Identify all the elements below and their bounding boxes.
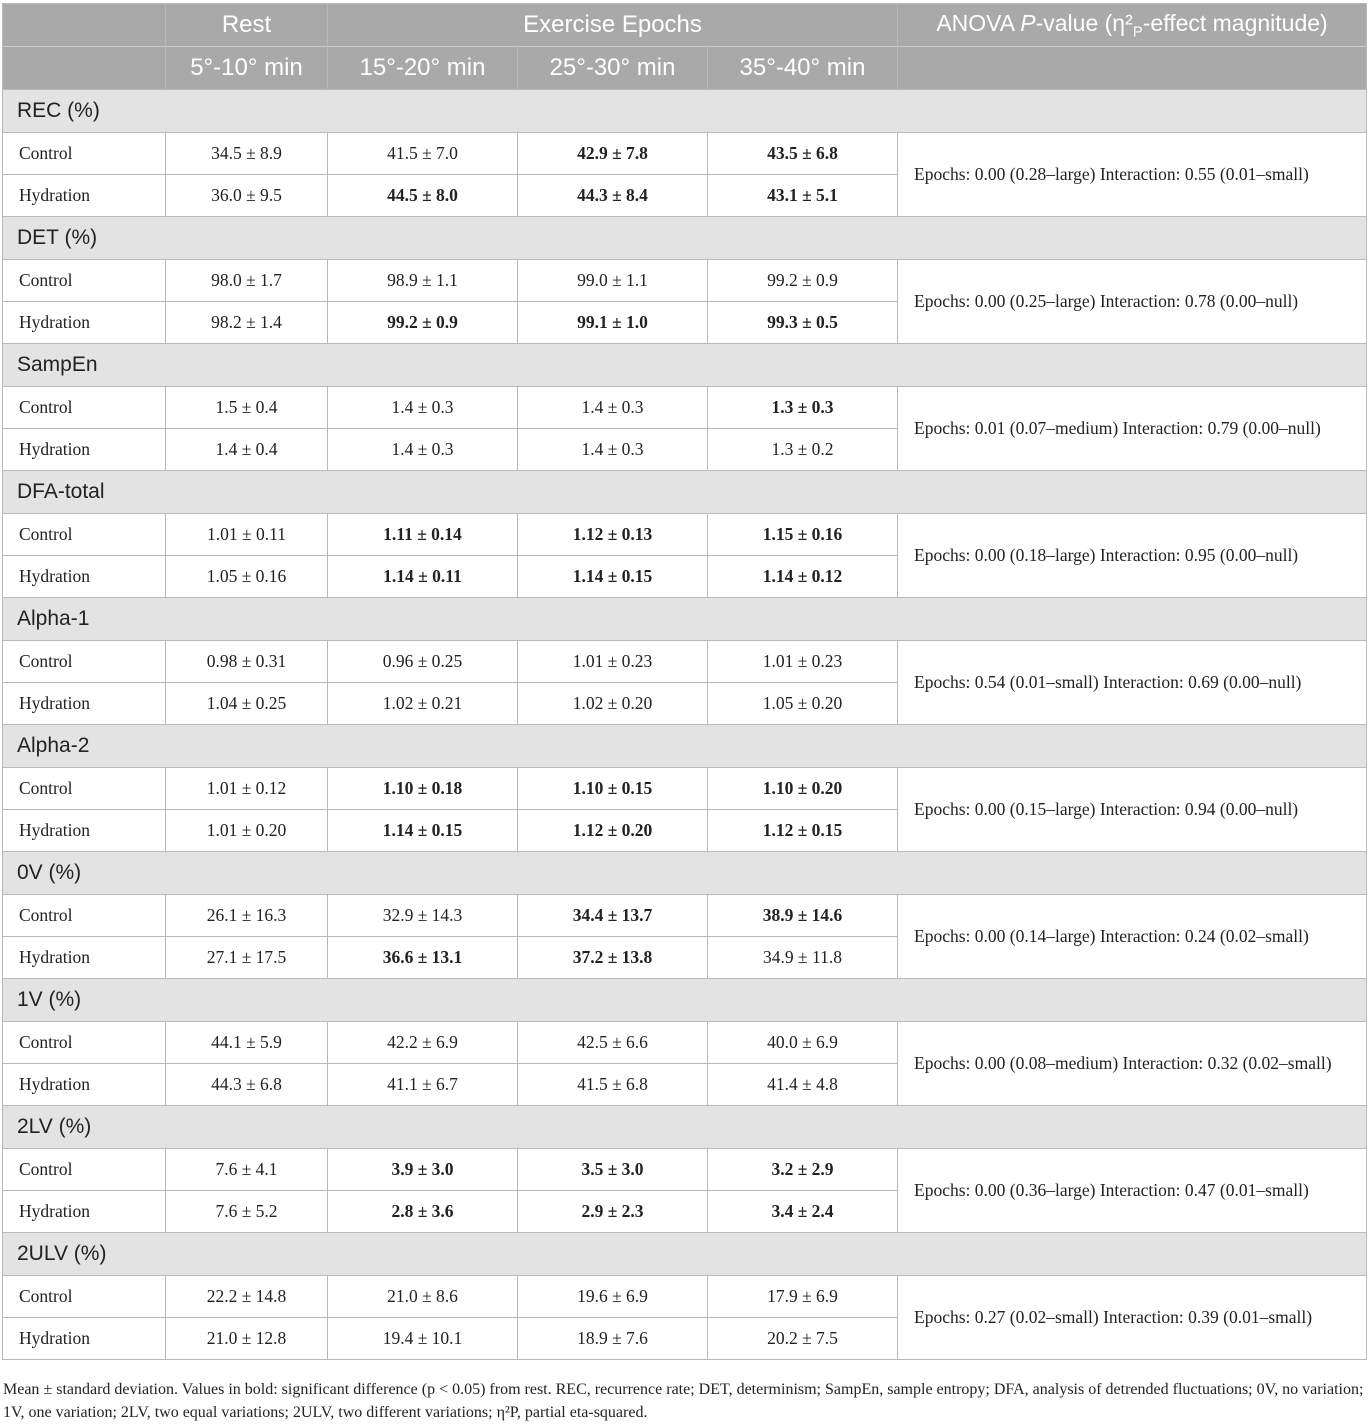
value-cell: 37.2 ± 13.8: [518, 937, 708, 979]
value-cell: 1.01 ± 0.12: [166, 768, 328, 810]
value-cell: 1.01 ± 0.20: [166, 810, 328, 852]
value-cell: 41.5 ± 7.0: [328, 133, 518, 175]
value-cell: 1.4 ± 0.3: [518, 429, 708, 471]
anova-cell: Epochs: 0.00 (0.08–medium) Interaction: 0.32 (0.02–small): [898, 1022, 1367, 1106]
value-cell: 1.12 ± 0.13: [518, 514, 708, 556]
anova-cell: Epochs: 0.01 (0.07–medium) Interaction: 0.79 (0.00–null): [898, 387, 1367, 471]
table-row: [3, 514, 1367, 556]
value-cell: 38.9 ± 14.6: [708, 895, 898, 937]
value-cell: 99.2 ± 0.9: [708, 260, 898, 302]
value-cell: 98.2 ± 1.4: [166, 302, 328, 344]
value-cell: 1.01 ± 0.11: [166, 514, 328, 556]
row-label: Control: [3, 133, 166, 175]
row-label: Control: [3, 1276, 166, 1318]
section-title: SampEn: [3, 344, 1367, 387]
value-cell: 3.9 ± 3.0: [328, 1149, 518, 1191]
header-col-epoch-1: 15°-20° min: [328, 47, 518, 90]
table-row: [3, 387, 1367, 429]
header-col-epoch-2: 25°-30° min: [518, 47, 708, 90]
header-exercise-epochs: Exercise Epochs: [328, 4, 898, 47]
table-row: [3, 1276, 1367, 1318]
value-cell: 1.4 ± 0.3: [518, 387, 708, 429]
value-cell: 20.2 ± 7.5: [708, 1318, 898, 1360]
value-cell: 1.02 ± 0.21: [328, 683, 518, 725]
section-title: 2ULV (%): [3, 1233, 1367, 1276]
value-cell: 1.10 ± 0.18: [328, 768, 518, 810]
value-cell: 36.0 ± 9.5: [166, 175, 328, 217]
row-label: Hydration: [3, 937, 166, 979]
value-cell: 21.0 ± 8.6: [328, 1276, 518, 1318]
table-body: [3, 90, 1367, 1360]
row-label: Hydration: [3, 1064, 166, 1106]
section-row: [3, 1106, 1367, 1149]
row-label: Control: [3, 514, 166, 556]
row-label: Hydration: [3, 302, 166, 344]
row-label: Control: [3, 1022, 166, 1064]
value-cell: 34.4 ± 13.7: [518, 895, 708, 937]
value-cell: 99.3 ± 0.5: [708, 302, 898, 344]
value-cell: 3.2 ± 2.9: [708, 1149, 898, 1191]
value-cell: 1.10 ± 0.15: [518, 768, 708, 810]
section-row: [3, 344, 1367, 387]
value-cell: 44.3 ± 6.8: [166, 1064, 328, 1106]
section-row: [3, 217, 1367, 260]
table-row: [3, 260, 1367, 302]
value-cell: 1.01 ± 0.23: [518, 641, 708, 683]
row-label: Hydration: [3, 1191, 166, 1233]
row-label: Control: [3, 260, 166, 302]
value-cell: 98.0 ± 1.7: [166, 260, 328, 302]
anova-cell: Epochs: 0.00 (0.14–large) Interaction: 0.24 (0.02–small): [898, 895, 1367, 979]
value-cell: 17.9 ± 6.9: [708, 1276, 898, 1318]
value-cell: 19.6 ± 6.9: [518, 1276, 708, 1318]
value-cell: 34.5 ± 8.9: [166, 133, 328, 175]
value-cell: 21.0 ± 12.8: [166, 1318, 328, 1360]
value-cell: 1.3 ± 0.2: [708, 429, 898, 471]
anova-cell: Epochs: 0.00 (0.28–large) Interaction: 0.55 (0.01–small): [898, 133, 1367, 217]
value-cell: 32.9 ± 14.3: [328, 895, 518, 937]
results-table: [2, 3, 1367, 1360]
value-cell: 3.4 ± 2.4: [708, 1191, 898, 1233]
value-cell: 44.5 ± 8.0: [328, 175, 518, 217]
value-cell: 1.14 ± 0.15: [328, 810, 518, 852]
value-cell: 44.3 ± 8.4: [518, 175, 708, 217]
value-cell: 1.10 ± 0.20: [708, 768, 898, 810]
value-cell: 1.3 ± 0.3: [708, 387, 898, 429]
row-label: Hydration: [3, 1318, 166, 1360]
value-cell: 98.9 ± 1.1: [328, 260, 518, 302]
row-label: Hydration: [3, 175, 166, 217]
section-title: Alpha-1: [3, 598, 1367, 641]
value-cell: 19.4 ± 10.1: [328, 1318, 518, 1360]
section-row: [3, 979, 1367, 1022]
value-cell: 1.11 ± 0.14: [328, 514, 518, 556]
value-cell: 43.1 ± 5.1: [708, 175, 898, 217]
table-footnote: Mean ± standard deviation. Values in bold: significant difference (p < 0.05) from rest. REC, recurrence rate; DET, determinism; SampEn, sample entropy; DFA, analysis of detrended fluctuations; 0V, no variation; 1V, one variation; 2LV, two equal variations; 2ULV, two different variations; η²P, partial eta-squared.: [3, 1381, 1364, 1421]
value-cell: 1.14 ± 0.11: [328, 556, 518, 598]
value-cell: 1.12 ± 0.20: [518, 810, 708, 852]
row-label: Hydration: [3, 556, 166, 598]
value-cell: 1.4 ± 0.4: [166, 429, 328, 471]
anova-cell: Epochs: 0.27 (0.02–small) Interaction: 0.39 (0.01–small): [898, 1276, 1367, 1360]
row-label: Control: [3, 387, 166, 429]
section-title: DFA-total: [3, 471, 1367, 514]
value-cell: 1.15 ± 0.16: [708, 514, 898, 556]
value-cell: 36.6 ± 13.1: [328, 937, 518, 979]
value-cell: 22.2 ± 14.8: [166, 1276, 328, 1318]
value-cell: 41.5 ± 6.8: [518, 1064, 708, 1106]
anova-cell: Epochs: 0.00 (0.36–large) Interaction: 0.47 (0.01–small): [898, 1149, 1367, 1233]
value-cell: 42.9 ± 7.8: [518, 133, 708, 175]
value-cell: 1.05 ± 0.20: [708, 683, 898, 725]
table-header: [3, 4, 1367, 90]
header-rest: Rest: [166, 4, 328, 47]
value-cell: 44.1 ± 5.9: [166, 1022, 328, 1064]
value-cell: 1.5 ± 0.4: [166, 387, 328, 429]
row-label: Control: [3, 641, 166, 683]
table-row: [3, 895, 1367, 937]
value-cell: 42.2 ± 6.9: [328, 1022, 518, 1064]
value-cell: 1.14 ± 0.12: [708, 556, 898, 598]
table-row: [3, 1022, 1367, 1064]
value-cell: 1.12 ± 0.15: [708, 810, 898, 852]
section-row: [3, 90, 1367, 133]
table-row: [3, 1149, 1367, 1191]
value-cell: 41.1 ± 6.7: [328, 1064, 518, 1106]
table-row: [3, 641, 1367, 683]
section-title: 2LV (%): [3, 1106, 1367, 1149]
row-label: Control: [3, 1149, 166, 1191]
section-title: Alpha-2: [3, 725, 1367, 768]
anova-cell: Epochs: 0.00 (0.25–large) Interaction: 0.78 (0.00–null): [898, 260, 1367, 344]
value-cell: 42.5 ± 6.6: [518, 1022, 708, 1064]
header-empty-3: [898, 47, 1367, 90]
value-cell: 0.98 ± 0.31: [166, 641, 328, 683]
row-label: Hydration: [3, 810, 166, 852]
value-cell: 1.02 ± 0.20: [518, 683, 708, 725]
value-cell: 2.9 ± 2.3: [518, 1191, 708, 1233]
value-cell: 7.6 ± 5.2: [166, 1191, 328, 1233]
section-title: 1V (%): [3, 979, 1367, 1022]
value-cell: 99.1 ± 1.0: [518, 302, 708, 344]
value-cell: 3.5 ± 3.0: [518, 1149, 708, 1191]
section-row: [3, 852, 1367, 895]
value-cell: 27.1 ± 17.5: [166, 937, 328, 979]
row-label: Control: [3, 895, 166, 937]
header-anova: ANOVA P-value ($\eta^2_P$-effect magnitude): [898, 4, 1367, 47]
row-label: Control: [3, 768, 166, 810]
value-cell: 18.9 ± 7.6: [518, 1318, 708, 1360]
table-row: [3, 133, 1367, 175]
value-cell: 1.4 ± 0.3: [328, 429, 518, 471]
value-cell: 26.1 ± 16.3: [166, 895, 328, 937]
value-cell: 1.4 ± 0.3: [328, 387, 518, 429]
section-row: [3, 471, 1367, 514]
value-cell: 0.96 ± 0.25: [328, 641, 518, 683]
header-col-epoch-3: 35°-40° min: [708, 47, 898, 90]
value-cell: 1.14 ± 0.15: [518, 556, 708, 598]
section-row: [3, 725, 1367, 768]
row-label: Hydration: [3, 429, 166, 471]
value-cell: 99.0 ± 1.1: [518, 260, 708, 302]
header-empty-2: [3, 47, 166, 90]
value-cell: 7.6 ± 4.1: [166, 1149, 328, 1191]
value-cell: 1.04 ± 0.25: [166, 683, 328, 725]
table-row: [3, 768, 1367, 810]
value-cell: 40.0 ± 6.9: [708, 1022, 898, 1064]
section-title: 0V (%): [3, 852, 1367, 895]
anova-cell: Epochs: 0.54 (0.01–small) Interaction: 0.69 (0.00–null): [898, 641, 1367, 725]
value-cell: 1.01 ± 0.23: [708, 641, 898, 683]
anova-cell: Epochs: 0.00 (0.15–large) Interaction: 0.94 (0.00–null): [898, 768, 1367, 852]
section-row: [3, 1233, 1367, 1276]
header-col-rest: 5°-10° min: [166, 47, 328, 90]
header-empty: [3, 4, 166, 47]
value-cell: 99.2 ± 0.9: [328, 302, 518, 344]
section-row: [3, 598, 1367, 641]
anova-cell: Epochs: 0.00 (0.18–large) Interaction: 0.95 (0.00–null): [898, 514, 1367, 598]
value-cell: 34.9 ± 11.8: [708, 937, 898, 979]
section-title: REC (%): [3, 90, 1367, 133]
value-cell: 2.8 ± 3.6: [328, 1191, 518, 1233]
value-cell: 43.5 ± 6.8: [708, 133, 898, 175]
value-cell: 1.05 ± 0.16: [166, 556, 328, 598]
row-label: Hydration: [3, 683, 166, 725]
section-title: DET (%): [3, 217, 1367, 260]
value-cell: 41.4 ± 4.8: [708, 1064, 898, 1106]
